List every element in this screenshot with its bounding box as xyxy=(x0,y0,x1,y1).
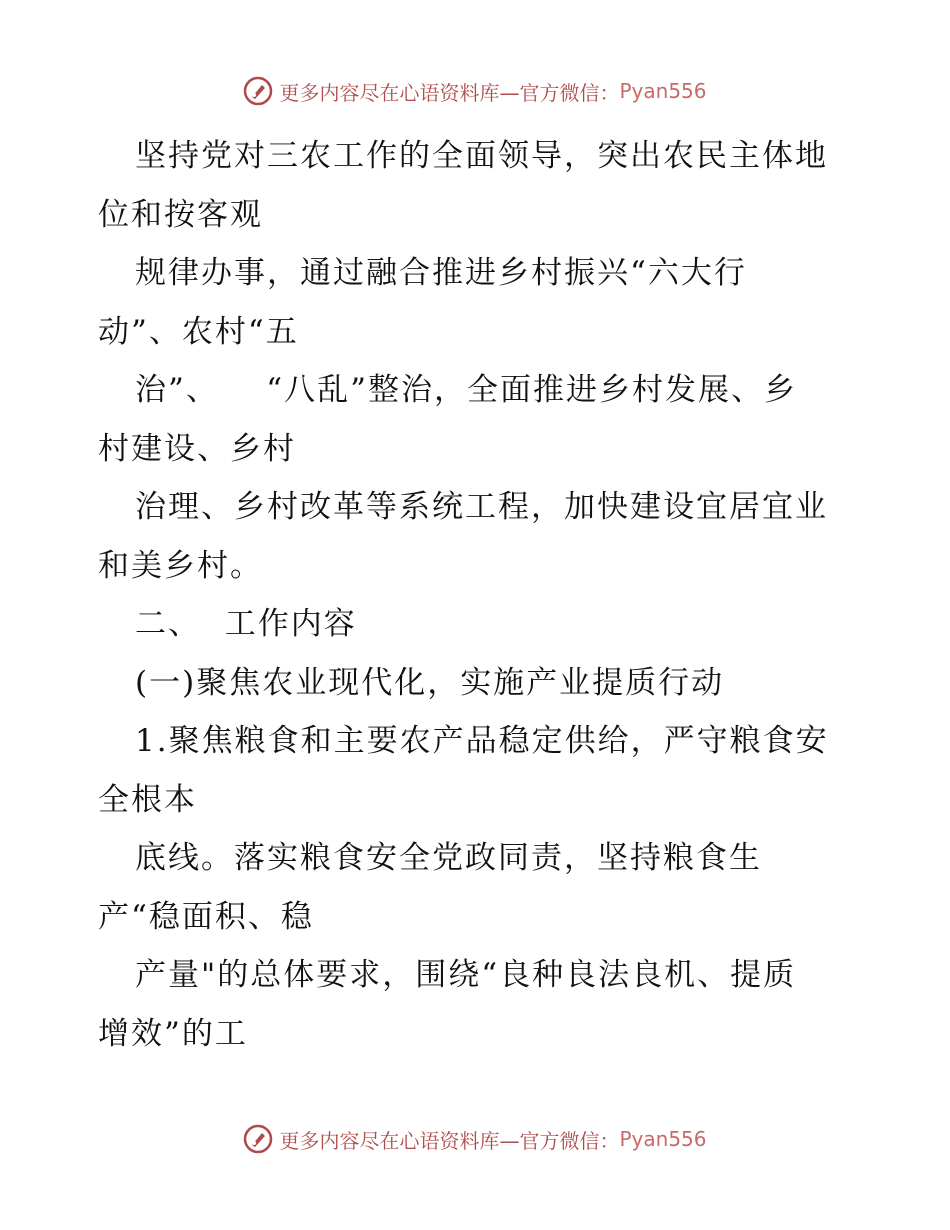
pen-nib-logo-icon xyxy=(243,76,273,106)
text-line: 村建设、乡村 xyxy=(98,430,296,467)
text-line: 全根本 xyxy=(98,781,197,818)
text-line: 位和按客观 xyxy=(98,196,263,233)
section-heading: 二、 工作内容 xyxy=(135,606,357,642)
text-line: 规律办事，通过融合推进乡村振兴“六大行 xyxy=(135,255,747,291)
text-line: 1.聚焦粮食和主要农产品稳定供给，严守粮食安 xyxy=(135,723,829,759)
watermark-wechat-id: Pyan556 xyxy=(619,1127,707,1151)
text-line: 产量"的总体要求，围绕“良种良法良机、提质 xyxy=(135,957,797,993)
text-line: 和美乡村。 xyxy=(98,547,263,584)
text-line: 产“稳面积、稳 xyxy=(98,898,314,935)
text-line: 治理、乡村改革等系统工程，加快建设宜居宜业 xyxy=(135,489,828,525)
subsection-heading: (一)聚焦农业现代化，实施产业提质行动 xyxy=(135,664,725,701)
document-body xyxy=(98,127,858,1063)
watermark-text: 更多内容尽在心语资料库—官方微信： xyxy=(279,80,620,105)
footer-watermark xyxy=(0,1124,950,1154)
watermark-text: 更多内容尽在心语资料库—官方微信： xyxy=(279,1128,620,1153)
text-line: 治”、 “八乱”整治，全面推进乡村发展、乡 xyxy=(135,372,797,408)
header-watermark xyxy=(0,76,950,106)
text-line: 坚持党对三农工作的全面领导，突出农民主体地 xyxy=(135,138,828,174)
text-line: 底线。落实粮食安全党政同责，坚持粮食生 xyxy=(135,840,762,876)
watermark-wechat-id: Pyan556 xyxy=(619,79,707,103)
text-line: 增效”的工 xyxy=(98,1015,248,1052)
text-line: 动”、农村“五 xyxy=(98,313,299,350)
pen-nib-logo-icon xyxy=(243,1124,273,1154)
